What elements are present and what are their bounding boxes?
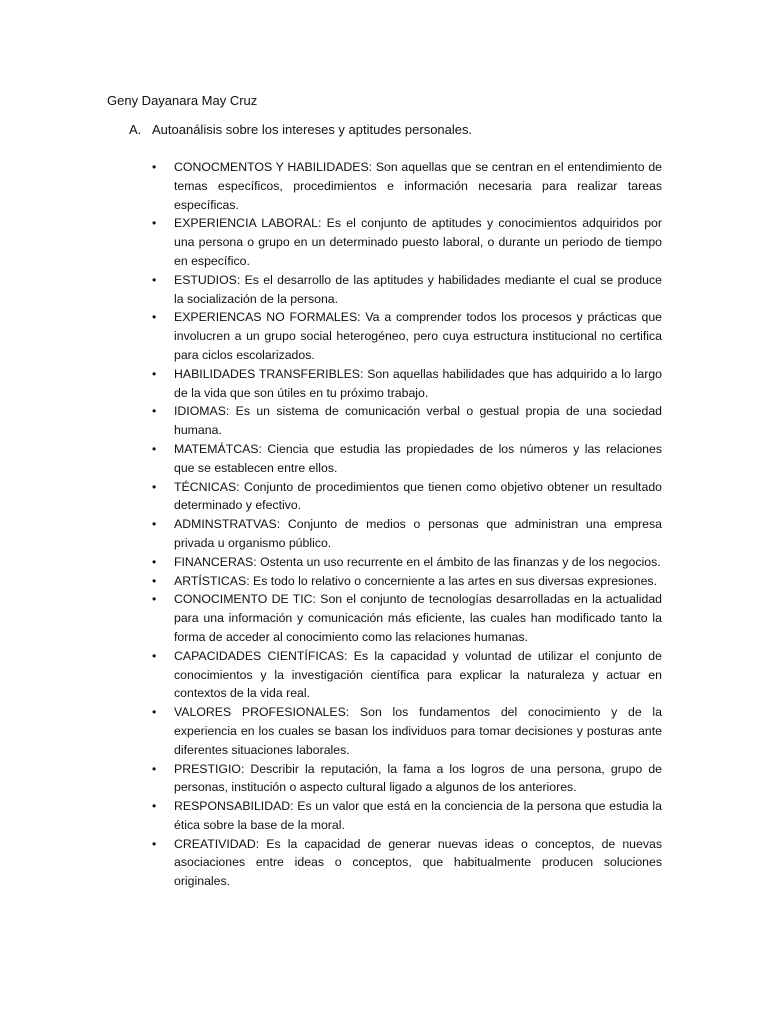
list-item-text: HABILIDADES TRANSFERIBLES: Son aquellas habilidades que has adquirido a lo largo de la vida que son útiles en tu próximo trabajo. xyxy=(174,366,662,400)
list-item-text: CONOCIMENTO DE TIC: Son el conjunto de tecnologías desarrolladas en la actualidad para una información y comunicación más eficiente, las cuales han modificado tanto la forma de acceder al conocimiento como las relaciones humanas. xyxy=(174,592,662,644)
list-item-text: FINANCERAS: Ostenta un uso recurrente en el ámbito de las finanzas y de los negocios. xyxy=(174,554,661,569)
bullet-icon: • xyxy=(152,216,157,231)
list-item xyxy=(152,590,662,646)
list-item-text: ESTUDIOS: Es el desarrollo de las aptitudes y habilidades mediante el cual se produce la socialización de la persona. xyxy=(174,272,662,306)
bullet-icon: • xyxy=(152,573,157,588)
list-item xyxy=(152,797,662,835)
bullet-icon: • xyxy=(152,836,157,851)
bullet-icon: • xyxy=(152,404,157,419)
bullet-icon: • xyxy=(152,554,157,569)
list-item-text: CONOCMENTOS Y HABILIDADES: Son aquellas que se centran en el entendimiento de temas específicos, procedimientos e información necesaria para realizar tareas específicas. xyxy=(174,160,662,212)
bullet-icon: • xyxy=(152,310,157,325)
bullet-icon: • xyxy=(152,366,157,381)
list-item xyxy=(152,365,662,403)
bullet-icon: • xyxy=(152,517,157,532)
list-item xyxy=(152,440,662,478)
bullet-icon: • xyxy=(152,705,157,720)
list-item-text: PRESTIGIO: Describir la reputación, la fama a los logros de una persona, grupo de personas, institución o aspecto cultural ligado a algunos de los anteriores. xyxy=(174,761,662,795)
bullet-list xyxy=(152,158,662,891)
list-item xyxy=(152,760,662,798)
list-item xyxy=(152,308,662,364)
list-item-text: IDIOMAS: Es un sistema de comunicación verbal o gestual propia de una sociedad humana. xyxy=(174,404,662,438)
list-item xyxy=(152,553,662,572)
list-item-text: EXPERIENCAS NO FORMALES: Va a comprender todos los procesos y prácticas que involucren a un grupo social heterogéneo, pero cuya estructura institucional no certifica para ciclos escolarizados. xyxy=(174,310,662,362)
list-item xyxy=(152,572,662,591)
bullet-icon: • xyxy=(152,799,157,814)
list-item xyxy=(152,402,662,440)
bullet-icon: • xyxy=(152,441,157,456)
list-item xyxy=(152,271,662,309)
list-item-text: RESPONSABILIDAD: Es un valor que está en la conciencia de la persona que estudia la ética sobre la base de la moral. xyxy=(174,799,662,832)
bullet-icon: • xyxy=(152,272,157,287)
bullet-icon: • xyxy=(152,592,157,607)
list-item-text: ARTÍSTICAS: Es todo lo relativo o concerniente a las artes en sus diversas expresiones. xyxy=(174,573,658,588)
list-item-text: CREATIVIDAD: Es la capacidad de generar nuevas ideas o conceptos, de nuevas asociaciones entre ideas o conceptos, que habitualmente producen soluciones originales. xyxy=(174,836,662,889)
bullet-icon: • xyxy=(152,761,157,776)
list-item-text: MATEMÁTCAS: Ciencia que estudia las propiedades de los números y las relaciones que se establecen entre ellos. xyxy=(174,441,662,475)
list-item xyxy=(152,703,662,759)
section-heading xyxy=(129,121,472,139)
list-item-text: EXPERIENCIA LABORAL: Es el conjunto de aptitudes y conocimientos adquiridos por una persona o grupo en un determinado puesto laboral, o durante un periodo de tiempo en específico. xyxy=(174,216,662,268)
list-item xyxy=(152,647,662,703)
list-item xyxy=(152,158,662,214)
bullet-icon: • xyxy=(152,160,157,174)
list-item-text: ADMINSTRATVAS: Conjunto de medios o personas que administran una empresa privada u organismo público. xyxy=(174,517,662,550)
list-item xyxy=(152,478,662,516)
list-item xyxy=(152,835,662,891)
list-item xyxy=(152,214,662,270)
bullet-icon: • xyxy=(152,479,157,494)
section-title: Autoanálisis sobre los intereses y aptitudes personales. xyxy=(152,122,473,137)
list-item-text: VALORES PROFESIONALES: Son los fundamentos del conocimiento y de la experiencia en los cuales se basan los individuos para tomar decisiones y posturas ante diferentes situaciones laborales. xyxy=(174,705,662,757)
section-marker: A. xyxy=(129,122,142,137)
list-item xyxy=(152,515,662,553)
list-item-text: CAPACIDADES CIENTÍFICAS: Es la capacidad y voluntad de utilizar el conjunto de conocimientos y la investigación científica para explicar la naturaleza y actuar en contextos de la vida real. xyxy=(174,648,662,701)
bullet-icon: • xyxy=(152,648,157,663)
author-name: Geny Dayanara May Cruz xyxy=(107,93,258,108)
list-item-text: TÉCNICAS: Conjunto de procedimientos que tienen como objetivo obtener un resultado determinado y efectivo. xyxy=(174,479,662,513)
